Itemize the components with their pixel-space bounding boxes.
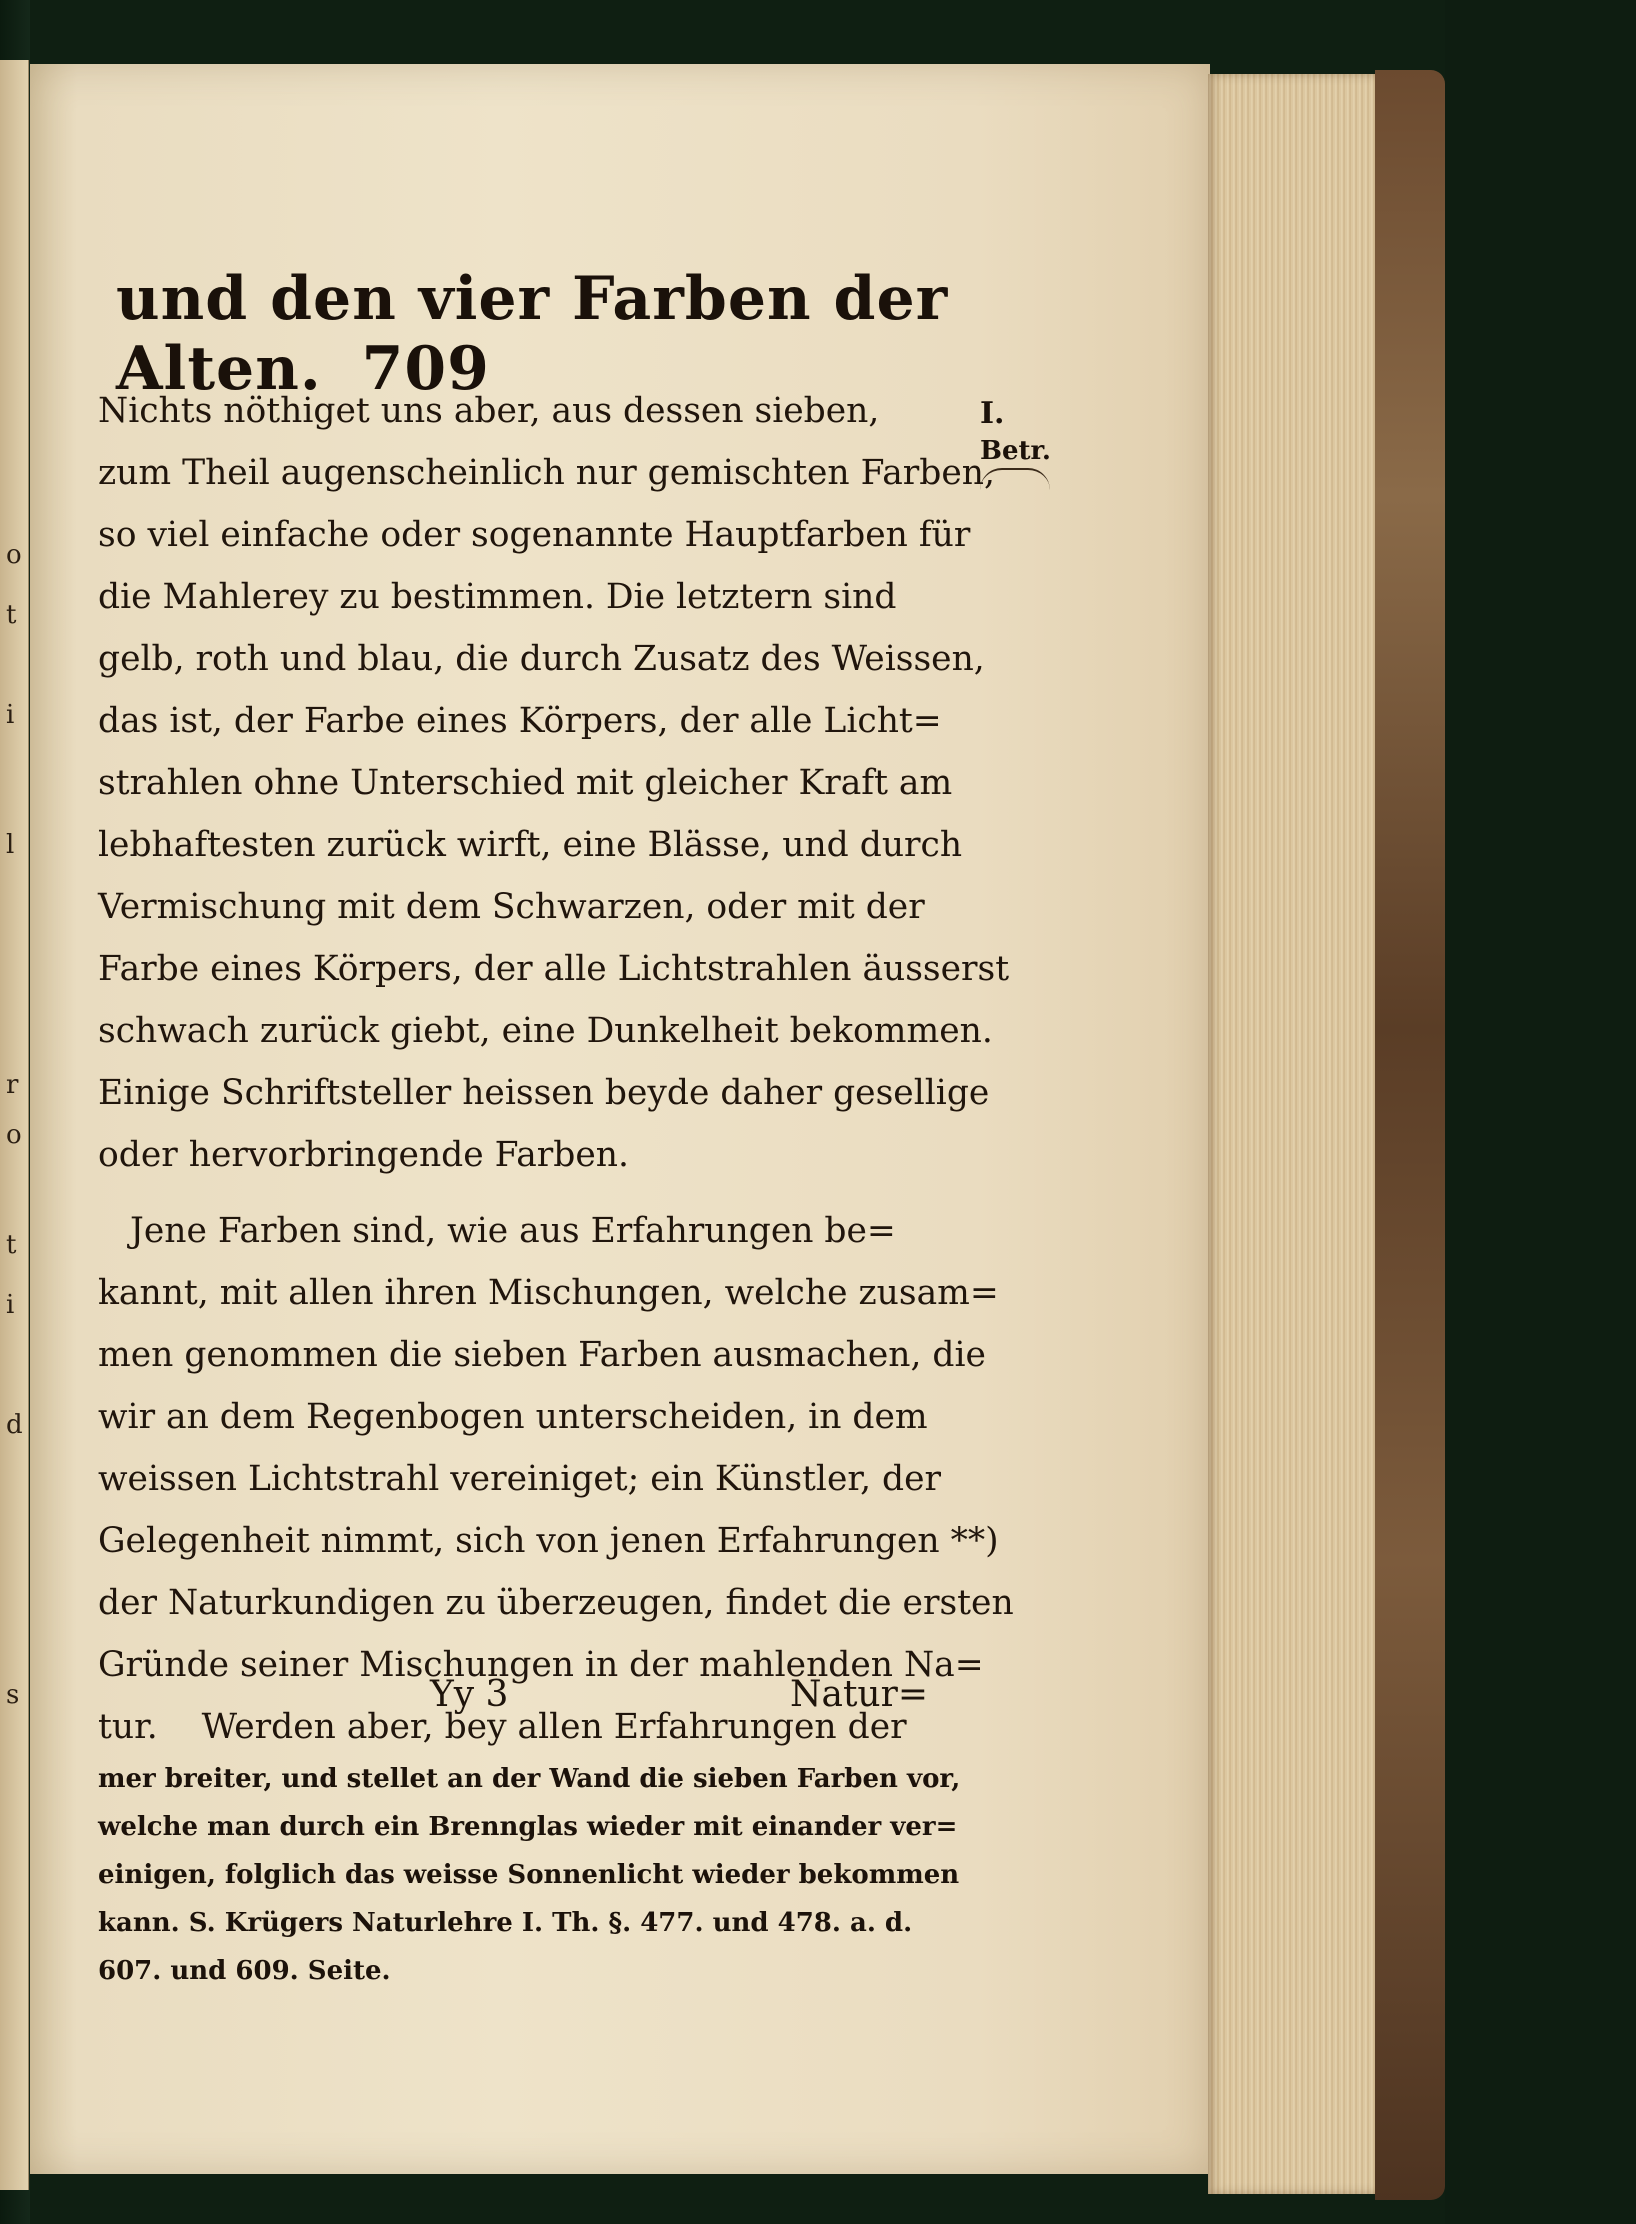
body-line: gelb, roth und blau, die durch Zusatz des Weissen,	[98, 639, 985, 679]
body-line: weissen Lichtstrahl vereiniget; ein Künstler, der	[98, 1459, 941, 1499]
facing-fragment: d	[6, 1410, 23, 1440]
body-line: so viel einfache oder sogenannte Hauptfarben für	[98, 515, 971, 555]
book-cover-edge	[1375, 70, 1445, 2200]
footnote-line: einigen, folglich das weisse Sonnenlicht wieder bekommen	[98, 1860, 960, 1890]
body-line: der Naturkundigen zu überzeugen, findet die ersten	[98, 1583, 1014, 1623]
body-line: Nichts nöthiget uns aber, aus dessen sieben,	[98, 391, 880, 431]
body-line: die Mahlerey zu bestimmen. Die letztern sind	[98, 577, 897, 617]
body-line: men genommen die sieben Farben ausmachen, die	[98, 1335, 986, 1375]
body-line: Jene Farben sind, wie aus Erfahrungen be=	[130, 1211, 896, 1251]
page-number: 709	[361, 334, 490, 404]
running-header	[116, 264, 966, 404]
margin-label: Betr.	[980, 436, 1051, 466]
running-title: und den vier Farben der Alten.	[116, 264, 949, 404]
body-line: lebhaftesten zurück wirft, eine Blässe, und durch	[98, 825, 963, 865]
body-line: das ist, der Farbe eines Körpers, der alle Licht=	[98, 701, 942, 741]
body-line: oder hervorbringende Farben.	[98, 1135, 629, 1175]
page-edges	[1208, 74, 1378, 2194]
facing-fragment: i	[6, 700, 15, 730]
facing-fragment: o	[6, 1120, 22, 1150]
body-line: strahlen ohne Unterschied mit gleicher Kraft am	[98, 763, 953, 803]
body-line: wir an dem Regenbogen unterscheiden, in dem	[98, 1397, 928, 1437]
facing-fragment: r	[6, 1070, 19, 1100]
catchword: Natur=	[790, 1674, 928, 1715]
body-line: zum Theil augenscheinlich nur gemischten Farben,	[98, 453, 995, 493]
facing-fragment: t	[6, 600, 17, 630]
facing-fragment: t	[6, 1230, 17, 1260]
backdrop-right	[1445, 0, 1636, 2224]
margin-number: I.	[980, 396, 1005, 431]
facing-fragment: l	[6, 830, 15, 860]
body-line: kannt, mit allen ihren Mischungen, welche zusam=	[98, 1273, 999, 1313]
body-line: Gelegenheit nimmt, sich von jenen Erfahrungen **)	[98, 1521, 999, 1561]
body-line: Einige Schriftsteller heissen beyde daher gesellige	[98, 1073, 990, 1113]
signature-mark: Yy 3	[430, 1674, 509, 1715]
body-line: Vermischung mit dem Schwarzen, oder mit der	[98, 887, 925, 927]
body-line: tur. Werden aber, bey allen Erfahrungen der	[98, 1707, 907, 1747]
facing-fragment: o	[6, 540, 22, 570]
footnote-line: 607. und 609. Seite.	[98, 1956, 391, 1986]
body-line: schwach zurück giebt, eine Dunkelheit bekommen.	[98, 1011, 993, 1051]
facing-fragment: s	[6, 1680, 20, 1710]
book-page	[30, 64, 1210, 2174]
footnote-line: welche man durch ein Brennglas wieder mit einander ver=	[98, 1812, 958, 1842]
body-line: Farbe eines Körpers, der alle Lichtstrahlen äusserst	[98, 949, 1010, 989]
facing-page-edge	[0, 60, 29, 2190]
footnote-line: kann. S. Krügers Naturlehre I. Th. §. 477. und 478. a. d.	[98, 1908, 913, 1938]
facing-fragment: i	[6, 1290, 15, 1320]
footnote-line: mer breiter, und stellet an der Wand die sieben Farben vor,	[98, 1764, 961, 1794]
body-line: Gründe seiner Mischungen in der mahlenden Na=	[98, 1645, 984, 1685]
